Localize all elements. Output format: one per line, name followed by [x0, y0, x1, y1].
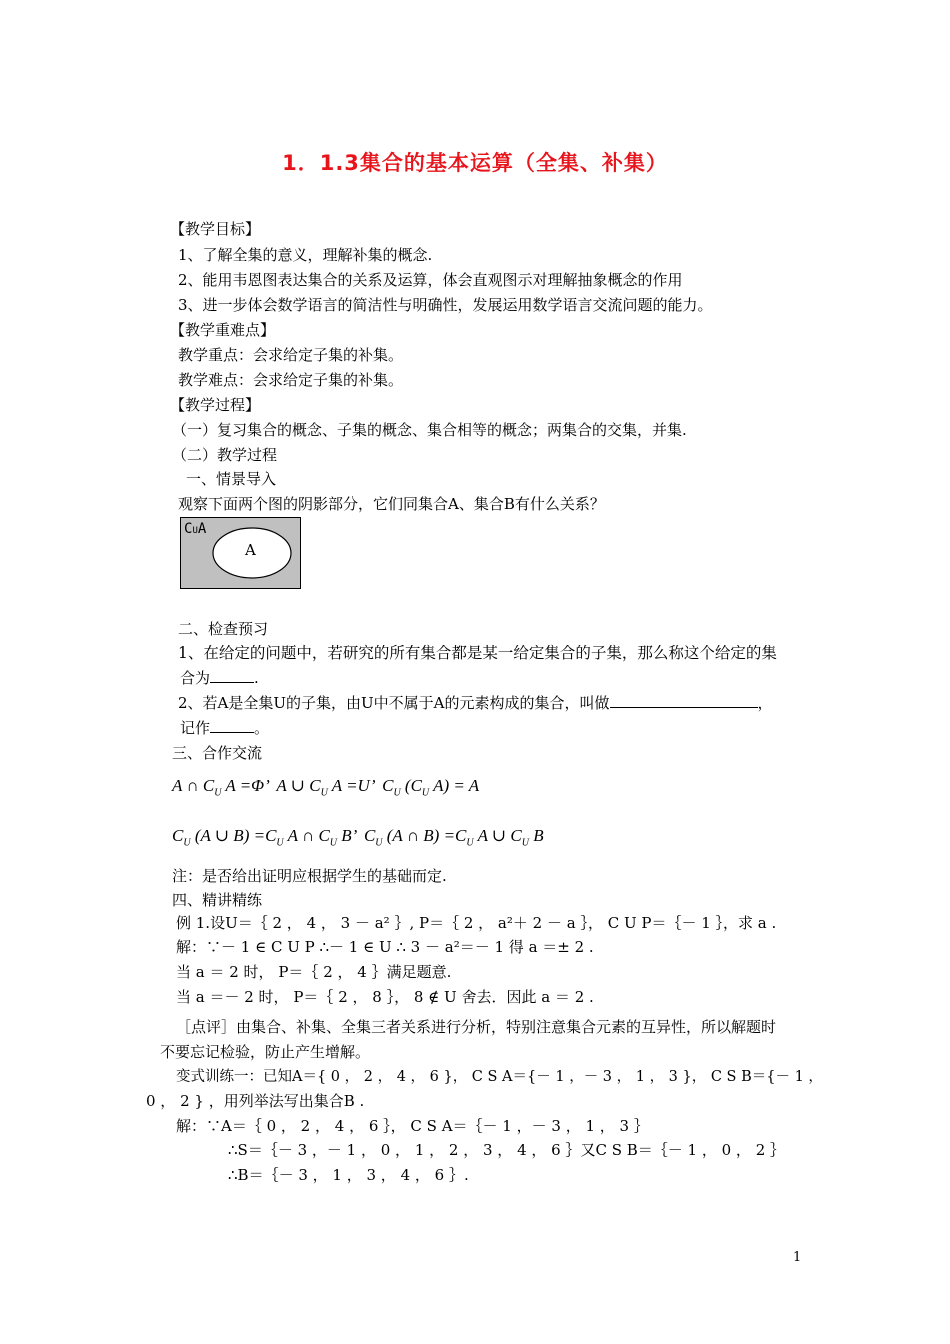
example-1: 例 1.设U＝｛ 2 ， 4 ， 3 － a² ｝, P＝｛ 2 ， a²＋ 2 － a ｝， C U P＝｛－ 1 ｝，求 a .: [176, 914, 777, 932]
process-two: （二）教学过程: [172, 446, 278, 464]
page-title: 1．1.3集合的基本运算（全集、补集）: [282, 151, 668, 175]
process-heading: 【教学过程】: [170, 396, 261, 414]
objective-3: 3、进一步体会数学语言的简洁性与明确性，发展运用数学语言交流问题的能力。: [178, 296, 713, 314]
objective-1: 1、了解全集的意义，理解补集的概念.: [178, 246, 433, 264]
page-number: 1: [793, 1250, 802, 1265]
answer-blank-3[interactable]: [210, 718, 254, 733]
key-point: 教学重点：会求给定子集的补集。: [178, 346, 404, 364]
answer-blank-2[interactable]: [610, 693, 758, 708]
preview-2b-end: 。: [254, 719, 270, 737]
preview-2b: [180, 718, 269, 738]
formula-1: A ∩ $C_U$ A =Φ’ A ∪ $C_U$ A =U’ $C_U$ ($C_U$ A) = A: [172, 776, 480, 799]
case-2: 当 a ＝－ 2 时， P＝｛ 2 ， 8 ｝， 8 ∉ U 舍去．因此 a ＝ 2 .: [176, 988, 594, 1006]
solution-1: 解：∵－ 1 ∈ C U P ∴－ 1 ∈ U ∴ 3 － a²＝－ 1 得 a ＝± 2 .: [176, 938, 594, 956]
objectives-heading: 【教学目标】: [170, 220, 261, 238]
comment-a: ［点评］由集合、补集、全集三者关系进行分析，特别注意集合元素的互异性，所以解题时: [176, 1018, 777, 1036]
solution-2b: ∴S＝｛－ 3 ，－ 1 ， 0 ， 1 ， 2 ， 3 ， 4 ， 6 ｝又C S B＝｛－ 1 ， 0 ， 2 ｝: [228, 1141, 786, 1159]
review-line: （一）复习集合的概念、子集的概念、集合相等的概念；两集合的交集，并集.: [172, 421, 687, 439]
keypoints-heading: 【教学重难点】: [170, 321, 276, 339]
practice-heading: 四、精讲精练: [172, 891, 263, 909]
solution-2a: 解：∵A＝｛ 0 ， 2 ， 4 ， 6 ｝， C S A＝｛－ 1 ，－ 3 ， 1 ， 3 ｝: [176, 1117, 649, 1135]
solution-2c: ∴B＝｛－ 3 ， 1 ， 3 ， 4 ， 6 ｝.: [228, 1166, 469, 1184]
case-1: 当 a ＝ 2 时， P＝｛ 2 ， 4 ｝满足题意.: [176, 963, 452, 981]
variant-a: 变式训练一：已知A＝{ 0 ， 2 ， 4 ， 6 }， C S A＝{－ 1 ，－ 3 ， 1 ， 3 }， C S B＝{－ 1 ，: [176, 1069, 823, 1085]
note-line: 注：是否给出证明应根据学生的基础而定.: [172, 867, 447, 885]
preview-heading: 二、检查预习: [178, 620, 269, 638]
objective-2: 2、能用韦恩图表达集合的关系及运算，体会直观图示对理解抽象概念的作用: [178, 271, 683, 289]
preview-2a-end: ，: [757, 694, 773, 712]
preview-1b-end: .: [254, 669, 259, 687]
preview-1a: 1、在给定的问题中，若研究的所有集合都是某一给定集合的子集，那么称这个给定的集: [178, 644, 777, 662]
preview-2a-text: 2、若A是全集U的子集，由U中不属于A的元素构成的集合，叫做: [178, 694, 610, 712]
difficult-point: 教学难点：会求给定子集的补集。: [178, 371, 404, 389]
answer-blank-1[interactable]: [210, 668, 254, 683]
preview-2b-text: 记作: [180, 719, 211, 737]
preview-1b-text: 合为: [180, 669, 211, 687]
preview-2a: [178, 693, 773, 713]
preview-1b: [180, 668, 259, 688]
set-a-label: A: [245, 541, 256, 559]
scene-question: 观察下面两个图的阴影部分，它们同集合A、集合B有什么关系？: [178, 495, 605, 513]
variant-b: 0 ， 2 } ，用列举法写出集合B .: [146, 1092, 365, 1110]
comment-b: 不要忘记检验，防止产生增解。: [160, 1043, 371, 1061]
scene-heading: 一、情景导入: [186, 470, 277, 488]
venn-diagram: [180, 517, 301, 589]
coop-heading: 三、合作交流: [172, 744, 263, 762]
complement-label: CUA: [184, 521, 207, 537]
formula-2: $C_U$ (A ∪ $B) =C_U$ A ∩ $C_U$ B’ $C_U$ (A ∩ $B) =C_U$ A ∪ $C_U$ B: [172, 826, 544, 849]
